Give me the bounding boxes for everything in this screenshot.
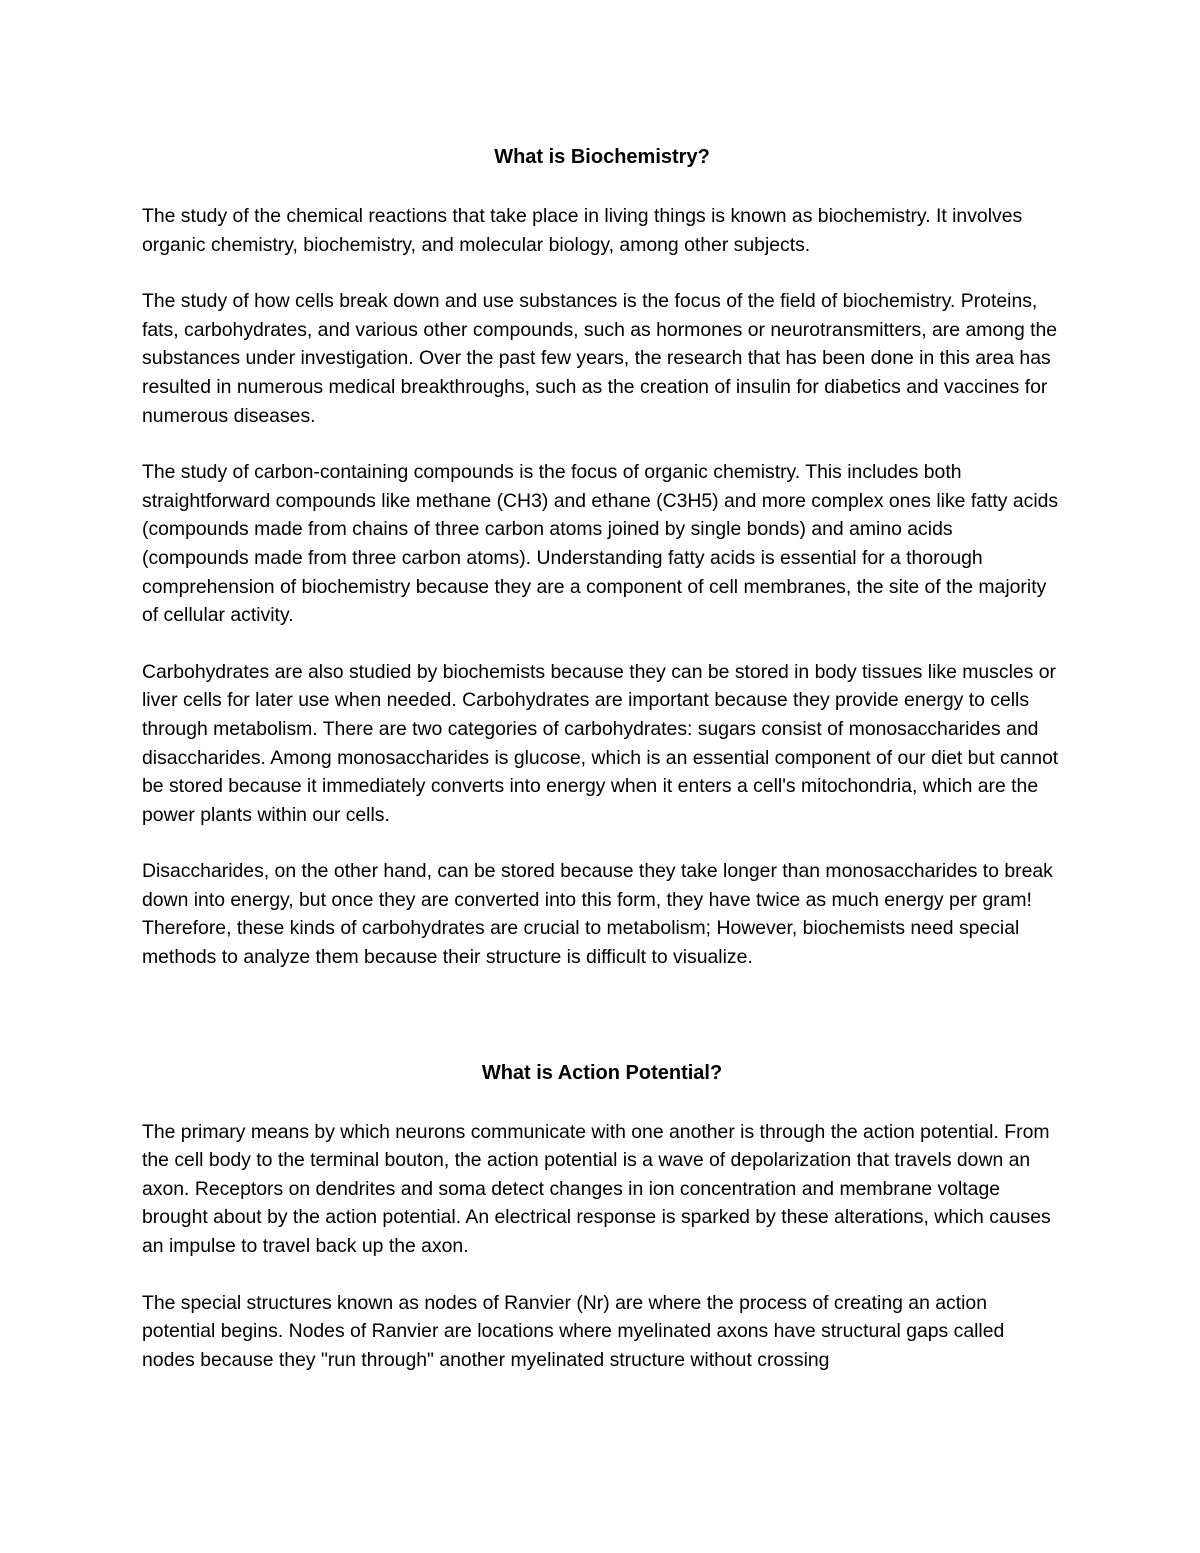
paragraph: Carbohydrates are also studied by biochemists because they can be stored in body tissues like muscles or liver cells for later use when needed. Carbohydrates are important because they provide energy to cells through metabolism. There are two categories of carbohydrates: sugars consist of monosaccharides and disaccharides. Among monosaccharides is glucose, which is an essential component of our diet but cannot be stored because it immediately converts into energy when it enters a cell's mitochondria, which are the power plants within our cells. bbox=[142, 660, 1059, 826]
paragraph: The study of the chemical reactions that take place in living things is known as biochemistry. It involves organic chemistry, biochemistry, and molecular biology, among other subjects. bbox=[142, 205, 1023, 256]
paragraph: The special structures known as nodes of Ranvier (Nr) are where the process of creating an action potential begins. Nodes of Ranvier are locations where myelinated axons have structural gaps called nodes because they "run through" another myelinated structure without crossing bbox=[142, 1291, 1005, 1371]
section-title-biochemistry: What is Biochemistry? bbox=[494, 146, 710, 168]
paragraph: The study of how cells break down and use substances is the focus of the field of biochemistry. Proteins, fats, carbohydrates, and various other compounds, such as hormones or neurotransmitters, are among the substances under investigation. Over the past few years, the research that has been done in this area has resulted in numerous medical breakthroughs, such as the creation of insulin for diabetics and vaccines for numerous diseases. bbox=[142, 290, 1058, 427]
document-body bbox=[142, 140, 1062, 1374]
paragraph: The primary means by which neurons communicate with one another is through the action potential. From the cell body to the terminal bouton, the action potential is a wave of depolarization that travels down an axon. Receptors on dendrites and soma detect changes in ion concentration and membrane voltage brought about by the action potential. An electrical response is sparked by these alterations, which causes an impulse to travel back up the axon. bbox=[142, 1120, 1051, 1258]
section-title-action-potential: What is Action Potential? bbox=[481, 1061, 723, 1084]
paragraph: Disaccharides, on the other hand, can be stored because they take longer than monosaccharides to break down into energy, but once they are converted into this form, they have twice as much energy per gram! Therefore, these kinds of carbohydrates are crucial to metabolism; However, biochemists need special methods to analyze them because their structure is difficult to visualize. bbox=[142, 860, 1053, 969]
paragraph: The study of carbon-containing compounds is the focus of organic chemistry. This includes both straightforward compounds like methane (CH3) and ethane (C3H5) and more complex ones like fatty acids (compounds made from chains of three carbon atoms joined by single bonds) and amino acids (compounds made from three carbon atoms). Understanding fatty acids is essential for a thorough comprehension of biochemistry because they are a component of cell membranes, the site of the majority of cellular activity. bbox=[142, 461, 1059, 627]
